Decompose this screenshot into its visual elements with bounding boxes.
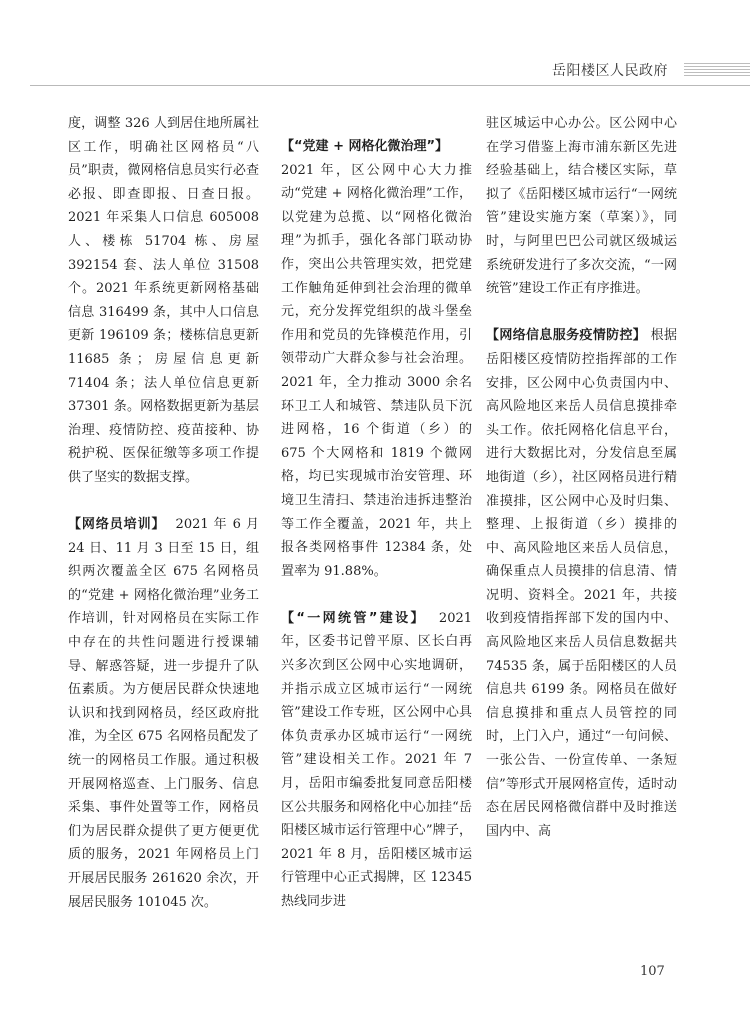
section-heading: 【“一网统管”建设】: [281, 610, 426, 626]
section-heading: 【网络员培训】: [68, 517, 166, 533]
paragraph: [281, 607, 472, 914]
header-stripes: [684, 63, 750, 77]
page-header: [0, 0, 750, 100]
header-title: 岳阳楼区人民政府: [552, 63, 668, 79]
header-rule: [30, 85, 750, 86]
section-heading: 【“党建 + 网格化微治理”】: [281, 139, 449, 154]
section-body: 根据岳阳楼区疫情防控指挥部的工作安排，区公网中心负责国内中、高风险地区来岳人员信息摸排牵头工作。依托网格化信息平台，进行大数据比对，分发信息至属地街道（乡），社区网格员进行精准摸排，区公网中心及时归集、整理、上报街道（乡）摸排的中、高风险地区来岳人员信息，确保重点人员摸排的信息清、情况明、资料全。2021 年，共接收到疫情指挥部下发的国内中、高风险地区来岳人员信息数据共 74535 条，属于岳阳楼区的人员信息共 6199 条。网格员在做好信息摸排和重点人员管控的同时，上门入户，通过“一句问候、一张公告、一份宣传单、一条短信”等形式开展网格宣传，适时动态在居民网格微信群中及时推送国内中、高: [486, 328, 677, 839]
paragraph: [486, 324, 677, 843]
section-body: 2021 年 6 月 24 日、11 月 3 日至 15 日，组织两次覆盖全区 675 名网格员的“党建 + 网格化微治理”业务工作培训，针对网格员在实际工作中存在的共性问题进行授课辅导、解惑答疑，进一步提升了队伍素质。为方便居民群众快速地认识和找到网格员，经区政府批准，为全区 675 名网格员配发了统一的网格员工作服。通过积极开展网格巡查、上门服务、信息采集、事件处置等工作，网格员们为居民群众提供了更方便更优质的服务，2021 年网格员上门开展居民服务 261620 余次，开展居民服务 101045 次。: [68, 517, 259, 910]
section-body: 2021 年，区委书记曾平原、区长白再兴多次到区公网中心实地调研，并指示成立区城市运行“一网统管”建设工作专班，区公网中心具体负责承办区城市运行“一网统管”建设相关工作。2021 年 7 月，岳阳市编委批复同意岳阳楼区公共服务和网格化中心加挂“岳阳楼区城市运行管理中心”牌子，2021 年 8 月，岳阳楼区城市运行管理中心正式揭牌，区 12345 热线同步进: [281, 610, 473, 909]
text-column-2: [281, 135, 472, 914]
text-column-3: [486, 112, 677, 843]
page-number: 107: [640, 964, 665, 979]
paragraph: [68, 513, 259, 914]
section-heading: 【网络信息服务疫情防控】: [486, 328, 647, 344]
text-column-1: [68, 112, 259, 914]
section-body: 2021 年，区公网中心大力推动“党建 + 网格化微治理”工作，以党建为总揽、以“网格化微治理”为抓手，强化各部门联动协作，突出公共管理实效，把党建工作触角延伸到社会治理的微单元，充分发挥党组织的战斗堡垒作用和党员的先锋模范作用，引领带动广大群众参与社会治理。2021 年，全力推动 3000 余名环卫工人和城管、禁违队员下沉进网格，16 个街道（乡）的 675 个大网格和 1819 个微网格，均已实现城市治安管理、环境卫生清扫、禁违治违拆违整治等工作全覆盖，2021 年，共上报各类网格事件 12384 条，处置率为 91.88%。: [281, 162, 472, 579]
paragraph: [281, 135, 472, 583]
paragraph: 度，调整 326 人到居住地所属社区工作，明确社区网格员“八员”职责，微网格信息员实行必查必报、即查即报、日查日报。2021 年采集人口信息 605008 人、楼栋 51704 栋、房屋 392154 套、法人单位 31508 个。2021 年系统更新网格基础信息 316499 条，其中人口信息更新 196109 条；楼栋信息更新 11685 条；房屋信息更新 71404 条；法人单位信息更新 37301 条。网格数据更新为基层治理、疫情防控、疫苗接种、协税护税、医保征缴等多项工作提供了坚实的数据支撑。: [68, 116, 259, 485]
paragraph: 驻区城运中心办公。区公网中心在学习借鉴上海市浦东新区先进经验基础上，结合楼区实际，草拟了《岳阳楼区城市运行“一网统管”建设实施方案（草案）》，同时，与阿里巴巴公司就区级城运系统研发进行了多次交流，“一网统管”建设工作正有序推进。: [486, 116, 677, 297]
